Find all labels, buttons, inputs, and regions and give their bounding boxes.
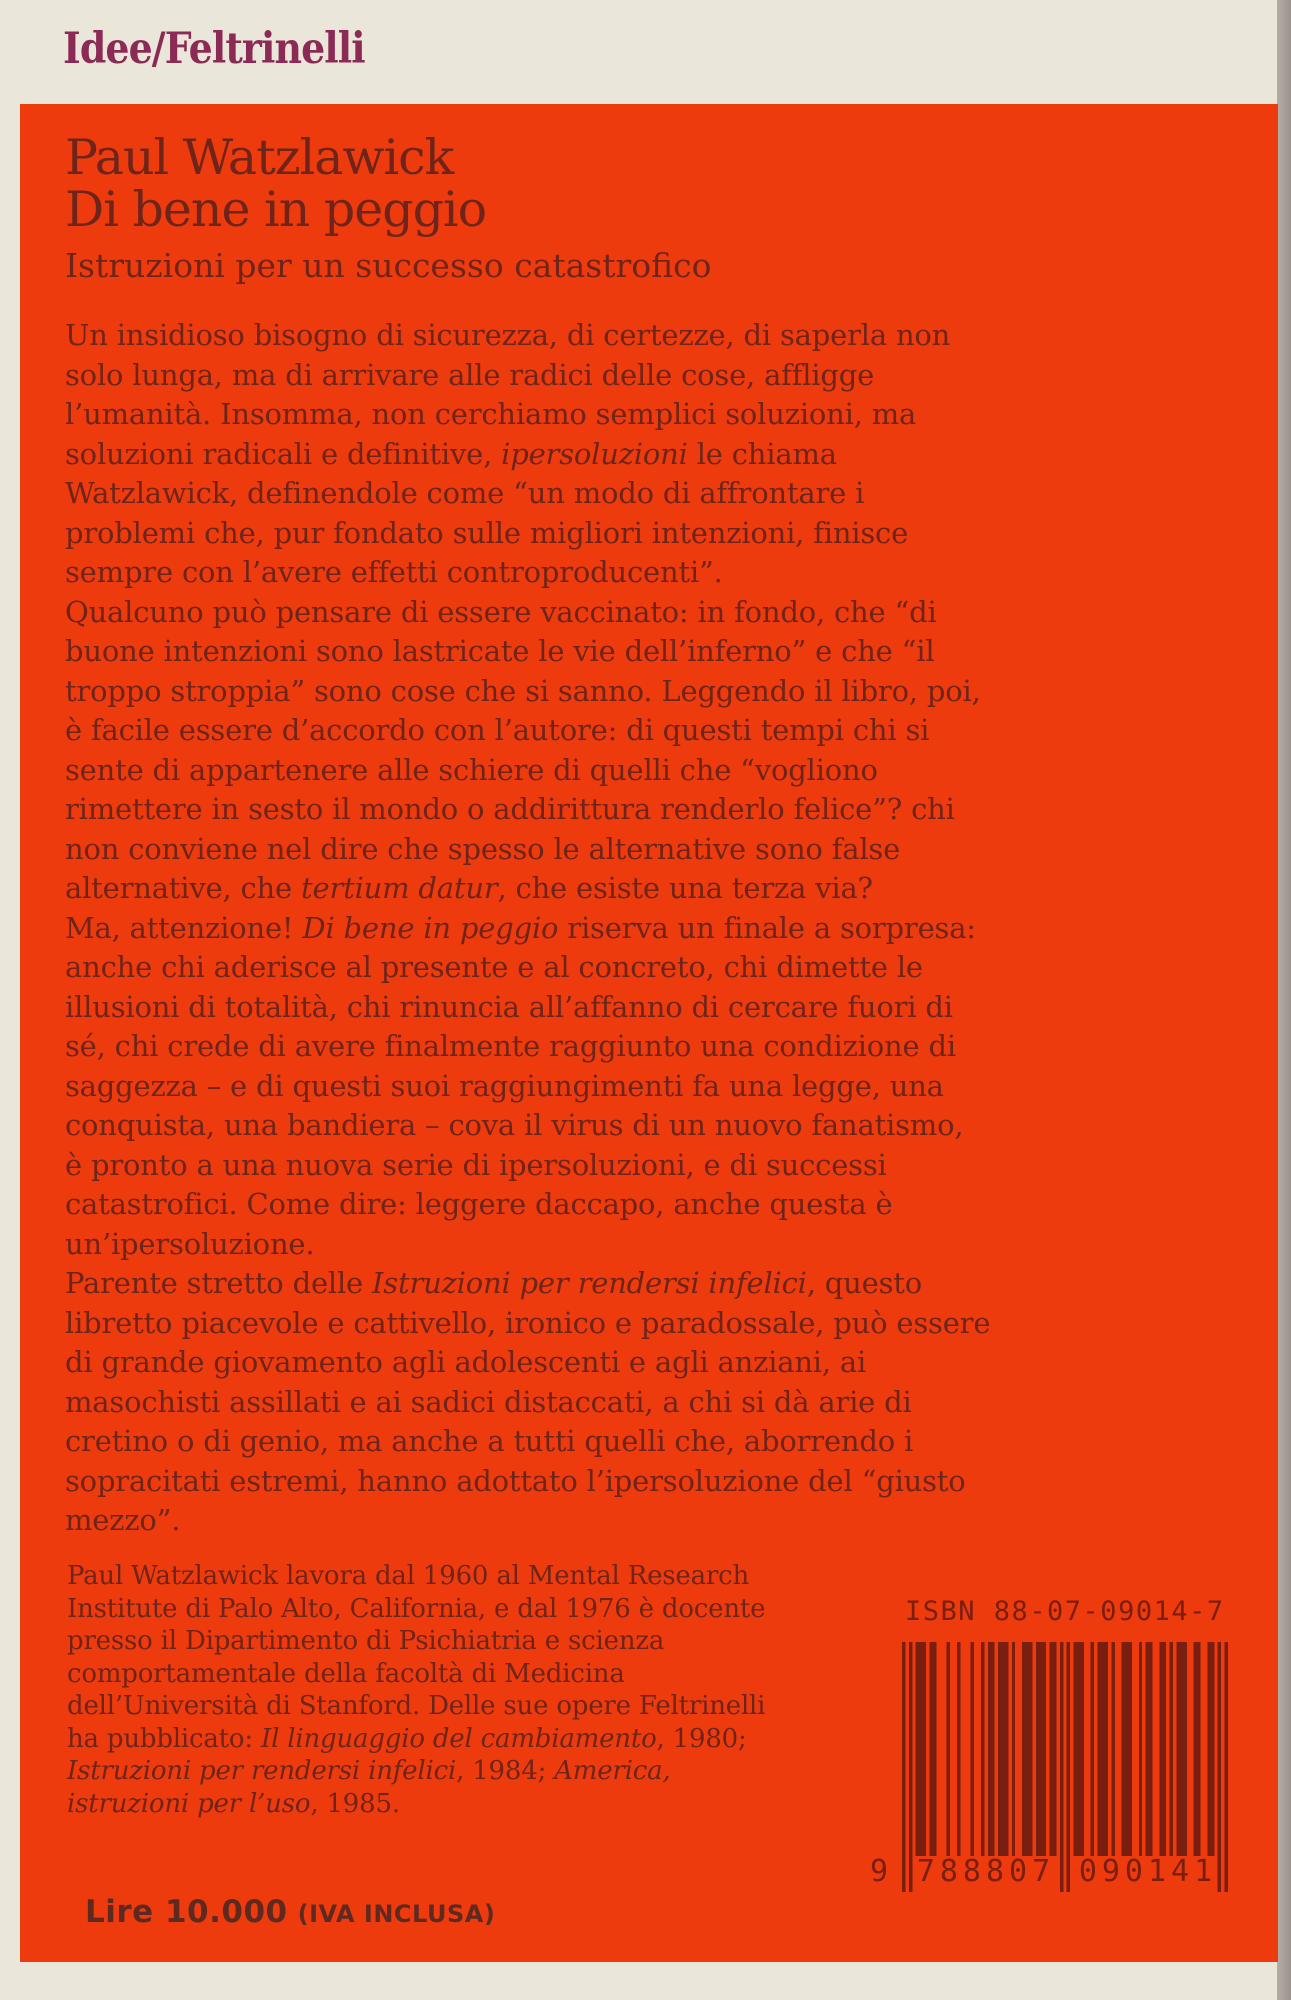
blurb-line: illusioni di totalità, chi rinuncia all’affanno di cercare fuori di: [65, 989, 953, 1024]
blurb-line: solo lunga, ma di arrivare alle radici delle cose, affligge: [65, 357, 875, 392]
blurb-line: Watzlawick, definendole come “un modo di affrontare i: [65, 476, 865, 510]
blurb-line: Qualcuno può pensare di essere vaccinato: in fondo, che “di: [65, 594, 937, 629]
blurb-line: conquista, una bandiera – cova il virus di un nuovo fanatismo,: [65, 1108, 964, 1142]
blurb-line: alternative, che tertium datur, che esiste una terza via?: [65, 871, 873, 905]
author-bio: [67, 1560, 765, 1820]
bio-line: istruzioni per l’uso, 1985.: [67, 1788, 400, 1819]
blurb-line: masochisti assillati e ai sadici distaccati, a chi si dà arie di: [65, 1384, 912, 1419]
blurb-line: anche chi aderisce al presente e al concreto, chi dimette le: [65, 950, 923, 984]
price-vat-note: (IVA INCLUSA): [297, 1900, 496, 1928]
price-line: [85, 1894, 495, 1930]
bio-line: Institute di Palo Alto, California, e dal 1976 è docente: [67, 1593, 766, 1624]
scan-edge-shadow: [1277, 0, 1291, 2000]
book-title: Di bene in peggio: [65, 181, 487, 238]
barcode-digit-leading: 9: [869, 1854, 889, 1889]
bio-line: dell’Università di Stanford. Delle sue opere Feltrinelli: [67, 1691, 766, 1721]
blurb-line: buone intenzioni sono lastricate le vie dell’inferno” e che “il: [65, 634, 935, 668]
isbn-label: ISBN 88-07-09014-7: [905, 1596, 1225, 1627]
blurb-line: saggezza – e di questi suoi raggiungimenti fa una legge, una: [65, 1068, 944, 1103]
blurb-line: cretino o di genio, ma anche a tutti quelli che, aborrendo i: [65, 1424, 914, 1458]
blurb-text: [65, 316, 990, 1541]
barcode-digits-left: 788807: [916, 1854, 1056, 1889]
blurb-line: problemi che, pur fondato sulle migliori intenzioni, finisce: [65, 515, 909, 550]
blurb-line: è pronto a una nuova serie di ipersoluzioni, e di successi: [65, 1147, 887, 1182]
bio-line: comportamentale della facoltà di Medicina: [67, 1658, 625, 1689]
blurb-line: non conviene nel dire che spesso le alternative sono false: [65, 831, 901, 866]
barcode-digits-right: 090141: [1078, 1854, 1218, 1889]
bio-line: Paul Watzlawick lavora dal 1960 al Mental Research: [67, 1561, 750, 1591]
blurb-line: Un insidioso bisogno di sicurezza, di certezze, di saperla non: [65, 318, 951, 352]
blurb-line: di grande giovamento agli adolescenti e agli anziani, ai: [65, 1345, 867, 1379]
author-name: Paul Watzlawick: [65, 129, 454, 186]
blurb-line: sempre con l’avere effetti controproducenti”.: [65, 555, 723, 589]
blurb-line: catastrofici. Come dire: leggere daccapo, anche questa è: [65, 1187, 893, 1221]
blurb-line: sé, chi crede di avere finalmente raggiunto una condizione di: [65, 1029, 956, 1063]
bio-line: presso il Dipartimento di Psichiatria e scienza: [67, 1626, 665, 1656]
blurb-line: è facile essere d’accordo con l’autore: di questi tempi chi si: [65, 713, 930, 747]
blurb-line: rimettere in sesto il mondo o addirittura renderlo felice”? chi: [65, 792, 955, 826]
blurb-line: soluzioni radicali e definitive, ipersoluzioni le chiama: [65, 436, 837, 471]
blurb-line: troppo stroppia” sono cose che si sanno. Leggendo il libro, poi,: [65, 673, 981, 708]
blurb-line: l’umanità. Insomma, non cerchiamo semplici soluzioni, ma: [65, 397, 917, 431]
book-subtitle: Istruzioni per un successo catastrofico: [65, 246, 712, 285]
blurb-line: sente di appartenere alle schiere di quelli che “vogliono: [65, 752, 878, 787]
blurb-line: mezzo”.: [65, 1503, 181, 1537]
bio-line: Istruzioni per rendersi infelici, 1984; America,: [67, 1756, 671, 1786]
publisher-imprint: Idee/Feltrinelli: [63, 24, 365, 74]
red-cover-panel: [20, 104, 1278, 1962]
price-amount: Lire 10.000: [85, 1894, 288, 1930]
blurb-line: Parente stretto delle Istruzioni per rendersi infelici, questo: [65, 1266, 922, 1300]
blurb-line: un’ipersoluzione.: [65, 1226, 315, 1261]
blurb-line: Ma, attenzione! Di bene in peggio riserva un finale a sorpresa:: [65, 910, 976, 945]
blurb-line: libretto piacevole e cattivello, ironico e paradossale, può essere: [65, 1305, 991, 1340]
bio-line: ha pubblicato: Il linguaggio del cambiamento, 1980;: [67, 1723, 747, 1754]
blurb-line: sopracitati estremi, hanno adottato l’ipersoluzione del “giusto: [65, 1463, 966, 1498]
